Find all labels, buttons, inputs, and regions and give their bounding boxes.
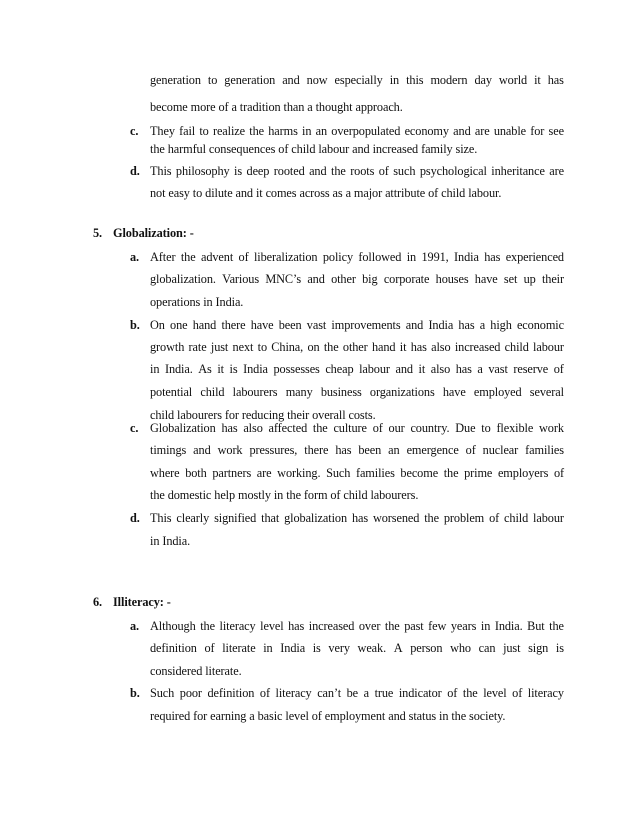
item-marker: a. [130,619,140,633]
body-line: Such poor definition of literacy can’t be a true indicator of the level of literacy [150,686,564,700]
item-marker: b. [130,318,140,332]
body-line: become more of a tradition than a thought approach. [150,100,403,114]
body-line: where both partners are working. Such families become the prime employers of [150,466,564,480]
body-line: They fail to realize the harms in an overpopulated economy and are unable for see [150,124,564,138]
body-line: definition of literate in India is very weak. A person who can just sign is [150,641,564,655]
item-marker: c. [130,421,139,435]
item-marker: a. [130,250,140,264]
item-marker: c. [130,124,139,138]
item-marker: d. [130,164,140,178]
item-marker: b. [130,686,140,700]
body-line: generation to generation and now especially in this modern day world it has [150,73,564,87]
body-line: the domestic help mostly in the form of child labourers. [150,488,419,502]
body-line: considered literate. [150,664,242,678]
body-line: in India. As it is India possesses cheap labour and it also has a vast reserve of [150,362,564,376]
body-line: not easy to dilute and it comes across as a major attribute of child labour. [150,186,502,200]
body-line: globalization. Various MNC’s and other big corporate houses have set up their [150,272,564,286]
body-line: child labourers for reducing their overall costs. [150,408,376,422]
body-line: Although the literacy level has increased over the past few years in India. But the [150,619,564,633]
body-line: timings and work pressures, there has been an emergence of nuclear families [150,443,564,457]
body-line: in India. [150,534,191,548]
section-heading: Illiteracy: - [113,595,171,609]
section-number: 6. [93,595,103,609]
body-line: required for earning a basic level of employment and status in the society. [150,709,506,723]
section-number: 5. [93,226,103,240]
body-line: On one hand there have been vast improvements and India has a high economic [150,318,564,332]
body-line: Globalization has also affected the culture of our country. Due to flexible work [150,421,564,435]
body-line: growth rate just next to China, on the other hand it has also increased child labour [150,340,564,354]
item-marker: d. [130,511,140,525]
section-heading: Globalization: - [113,226,194,240]
body-line: operations in India. [150,295,244,309]
body-line: potential child labourers many business organizations have employed several [150,385,564,399]
body-line: This philosophy is deep rooted and the roots of such psychological inheritance are [150,164,564,178]
body-line: After the advent of liberalization policy followed in 1991, India has experienced [150,250,564,264]
body-line: This clearly signified that globalization has worsened the problem of child labour [150,511,564,525]
body-line: the harmful consequences of child labour and increased family size. [150,142,478,156]
